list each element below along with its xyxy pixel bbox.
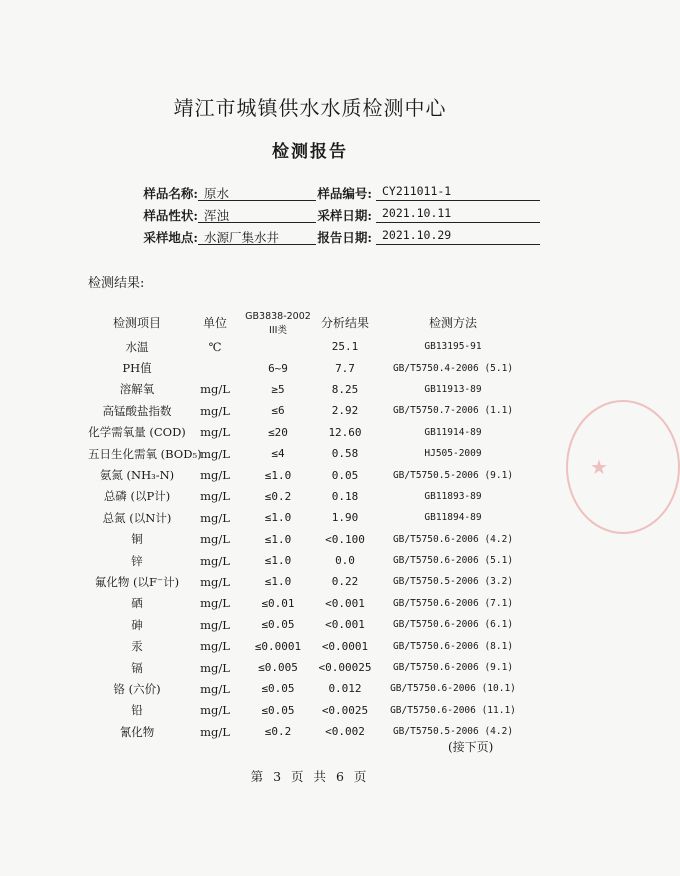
cell-result: <0.001 <box>325 618 365 632</box>
report-date-label: 报告日期: <box>317 230 372 245</box>
cell-result: 0.0 <box>335 554 355 568</box>
cell-unit: mg/L <box>200 596 230 611</box>
cell-unit: mg/L <box>200 660 230 675</box>
header-method: 检测方法 <box>428 315 477 330</box>
cell-method: GB13195-91 <box>424 341 482 353</box>
cell-result: 0.012 <box>328 682 362 696</box>
results-table <box>88 308 528 742</box>
cell-result: 1.90 <box>331 511 359 525</box>
continued-note: (接下页) <box>448 740 494 754</box>
table-row <box>88 614 528 635</box>
cell-limit: ≤1.0 <box>264 532 292 546</box>
cell-limit: ≤0.005 <box>258 661 298 675</box>
cell-item: 氨氮 (NH₃-N) <box>99 468 175 483</box>
cell-item: PH值 <box>122 361 152 376</box>
table-row <box>88 635 528 656</box>
table-row <box>88 422 528 443</box>
report-title: 检测报告 <box>272 142 348 162</box>
table-row <box>88 486 528 507</box>
results-label: 检测结果: <box>88 276 145 291</box>
sampling-date-value: 2021.10.11 <box>376 206 540 223</box>
cell-item: 氰化物 <box>119 724 155 739</box>
info-row-3 <box>0 228 620 248</box>
header-standard <box>244 308 312 336</box>
cell-limit: ≤0.05 <box>261 618 295 632</box>
cell-unit: mg/L <box>200 724 230 739</box>
results-body <box>88 336 528 742</box>
table-row <box>88 593 528 614</box>
cell-limit: ≤0.2 <box>264 489 292 503</box>
cell-limit: ≤0.2 <box>264 725 292 739</box>
table-row <box>88 700 528 721</box>
table-row <box>88 357 528 378</box>
seal-stamp <box>566 400 680 534</box>
cell-result: 12.60 <box>328 425 362 439</box>
cell-item: 镉 <box>131 660 143 675</box>
cell-unit: mg/L <box>200 425 230 440</box>
cell-result: <0.100 <box>325 532 365 546</box>
cell-result: <0.002 <box>325 725 365 739</box>
cell-method: GB/T5750.6-2006 (11.1) <box>390 704 516 716</box>
cell-method: GB11894-89 <box>424 512 482 524</box>
cell-unit: mg/L <box>200 468 230 483</box>
cell-item: 汞 <box>131 639 143 654</box>
cell-result: 0.22 <box>331 575 359 589</box>
cell-item: 铅 <box>131 703 143 718</box>
cell-limit: ≤0.05 <box>261 682 295 696</box>
cell-limit: ≤1.0 <box>264 575 292 589</box>
header-standard-class: III类 <box>269 325 287 336</box>
cell-item: 溶解氧 <box>119 382 155 397</box>
header-standard-code: GB3838-2002 <box>245 311 311 322</box>
cell-item: 五日生化需氧 (BOD₅) <box>88 446 202 461</box>
cell-item: 高锰酸盐指数 <box>102 403 172 418</box>
cell-unit: ℃ <box>208 339 222 354</box>
cell-method: GB/T5750.4-2006 (5.1) <box>392 362 514 374</box>
cell-result: 0.18 <box>331 489 359 503</box>
cell-unit: mg/L <box>200 510 230 525</box>
cell-limit: ≤20 <box>268 425 288 439</box>
sampling-date-label: 采样日期: <box>317 208 372 223</box>
cell-result: 7.7 <box>335 361 355 375</box>
cell-unit <box>186 357 244 378</box>
table-row <box>88 529 528 550</box>
table-header-row <box>88 308 528 336</box>
cell-result: 0.05 <box>331 468 359 482</box>
cell-unit: mg/L <box>200 681 230 696</box>
cell-method: GB/T5750.6-2006 (8.1) <box>392 640 514 652</box>
cell-item: 铜 <box>131 532 143 547</box>
sampling-site-label: 采样地点: <box>143 230 198 245</box>
cell-unit: mg/L <box>200 403 230 418</box>
cell-unit: mg/L <box>200 574 230 589</box>
cell-limit: ≥5 <box>271 382 285 396</box>
cell-limit: ≤0.01 <box>261 596 295 610</box>
cell-method: GB/T5750.6-2006 (6.1) <box>392 619 514 631</box>
cell-unit: mg/L <box>200 639 230 654</box>
cell-method: GB/T5750.6-2006 (7.1) <box>392 597 514 609</box>
cell-method: GB11893-89 <box>424 490 482 502</box>
report-date-value: 2021.10.29 <box>376 228 540 245</box>
cell-limit: ≤0.0001 <box>254 639 302 653</box>
table-row <box>88 379 528 400</box>
cell-result: 0.58 <box>331 447 359 461</box>
cell-method: GB/T5750.6-2006 (4.2) <box>392 533 514 545</box>
cell-limit: ≤1.0 <box>264 554 292 568</box>
cell-result: 8.25 <box>331 382 359 396</box>
info-row-1 <box>0 184 620 204</box>
cell-result: <0.001 <box>325 596 365 610</box>
sample-name-value: 原水 <box>198 184 316 201</box>
cell-method: HJ505-2009 <box>424 448 482 460</box>
cell-item: 水温 <box>125 339 149 354</box>
table-row <box>88 464 528 485</box>
cell-item: 总氮 (以N计) <box>102 510 172 525</box>
sample-no-label: 样品编号: <box>317 186 372 201</box>
cell-method: GB/T5750.6-2006 (5.1) <box>392 555 514 567</box>
cell-item: 硒 <box>131 596 143 611</box>
cell-unit: mg/L <box>200 703 230 718</box>
cell-item: 砷 <box>131 617 143 632</box>
sample-state-label: 样品性状: <box>143 208 198 223</box>
table-row <box>88 571 528 592</box>
header-unit: 单位 <box>202 315 227 330</box>
table-row <box>88 400 528 421</box>
cell-method: GB/T5750.7-2006 (1.1) <box>392 405 514 417</box>
info-row-2 <box>0 206 620 226</box>
organization-title: 靖江市城镇供水水质检测中心 <box>173 96 447 120</box>
cell-result: 25.1 <box>331 340 359 354</box>
cell-method: GB11914-89 <box>424 426 482 438</box>
cell-unit: mg/L <box>200 446 230 461</box>
cell-limit: ≤6 <box>271 404 285 418</box>
table-row <box>88 678 528 699</box>
cell-unit: mg/L <box>200 532 230 547</box>
cell-result: <0.00025 <box>318 661 372 675</box>
cell-limit: ≤1.0 <box>264 511 292 525</box>
cell-unit: mg/L <box>200 489 230 504</box>
cell-unit: mg/L <box>200 617 230 632</box>
header-item: 检测项目 <box>112 315 161 330</box>
cell-unit: mg/L <box>200 553 230 568</box>
cell-method: GB/T5750.5-2006 (4.2) <box>392 726 514 738</box>
table-row <box>88 657 528 678</box>
cell-item: 铬 (六价) <box>113 681 161 696</box>
cell-method: GB/T5750.6-2006 (9.1) <box>392 662 514 674</box>
cell-method: GB/T5750.6-2006 (10.1) <box>390 683 516 695</box>
cell-method: GB/T5750.5-2006 (9.1) <box>392 469 514 481</box>
seal-star-icon: ★ <box>590 455 608 479</box>
cell-item: 氟化物 (以F⁻计) <box>94 574 180 589</box>
table-row <box>88 550 528 571</box>
cell-result: 2.92 <box>331 404 359 418</box>
table-row <box>88 336 528 357</box>
sampling-site-value: 水源厂集水井 <box>198 228 316 245</box>
cell-item: 总磷 (以P计) <box>103 489 171 504</box>
sample-state-value: 浑浊 <box>198 206 316 223</box>
cell-item: 锌 <box>131 553 143 568</box>
table-row <box>88 443 528 464</box>
page-footer: 第 3 页 共 6 页 <box>250 769 370 784</box>
cell-method: GB/T5750.5-2006 (3.2) <box>392 576 514 588</box>
cell-limit: 6~9 <box>268 361 288 375</box>
header-result: 分析结果 <box>320 315 369 330</box>
cell-unit: mg/L <box>200 382 230 397</box>
cell-result: <0.0001 <box>321 639 369 653</box>
cell-item: 化学需氧量 (COD) <box>88 425 186 440</box>
cell-limit: ≤0.05 <box>261 703 295 717</box>
table-row <box>88 507 528 528</box>
cell-limit <box>244 336 312 357</box>
cell-limit: ≤1.0 <box>264 468 292 482</box>
cell-limit: ≤4 <box>271 447 285 461</box>
sample-name-label: 样品名称: <box>143 186 198 201</box>
cell-method: GB11913-89 <box>424 383 482 395</box>
cell-result: <0.0025 <box>321 703 369 717</box>
sample-no-value: CY211011-1 <box>376 184 540 201</box>
